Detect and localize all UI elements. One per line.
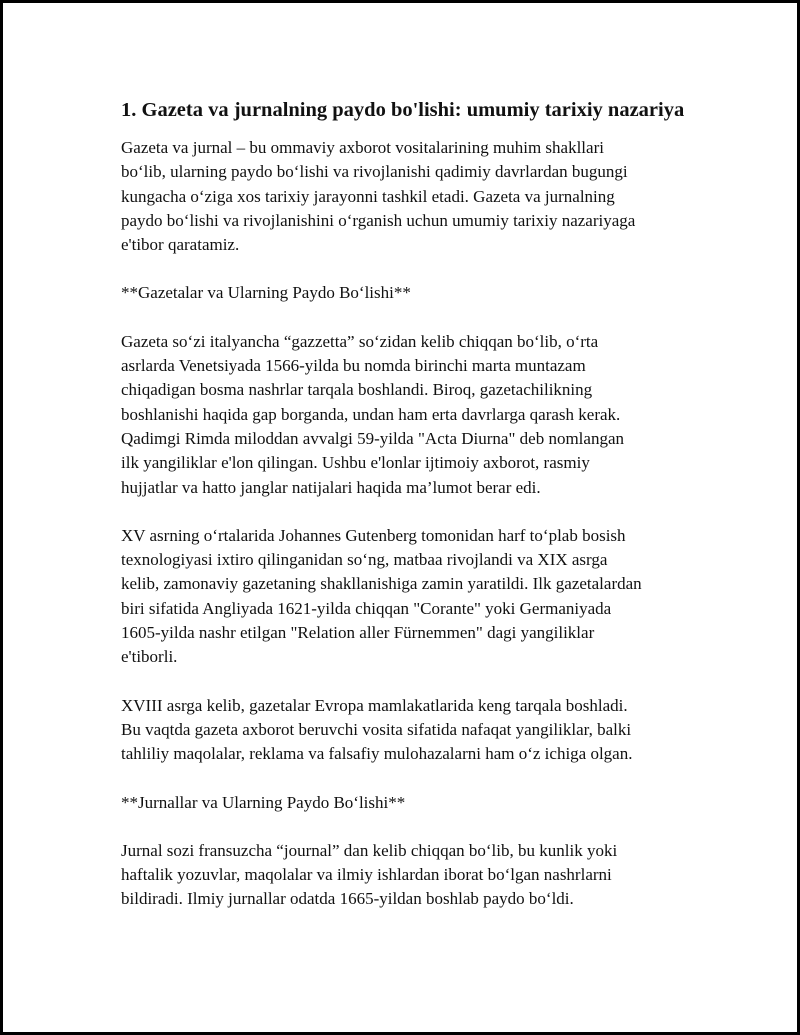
paragraph-gutenberg: XV asrning o‘rtalarida Johannes Gutenberg tomonidan harf to‘plab bosish texnologiyasi ixtiro qilinganidan so‘ng, matbaa rivojlandi va XIX asrga kelib, zamonaviy gazetaning shakllanishiga zamin yaratildi. Ilk gazetalardan biri sifatida Angliyada 1621-yilda chiqqan "Corante" yoki Germaniyada 1605-yilda nashr etilgan "Relation aller Fürnemmen" dagi yangiliklar e'tiborli.: [121, 525, 642, 667]
paragraph-gazeta-origin: Gazeta so‘zi italyancha “gazzetta” so‘zidan kelib chiqqan bo‘lib, o‘rta asrlarda Venetsiyada 1566-yilda bu nomda birinchi marta muntazam chiqadigan bosma nashrlar tarqala boshlandi. Biroq, gazetachilikning boshlanishi haqida gap borganda, undan ham erta davrlarga qarash kerak. Qadimgi Rimda miloddan avvalgi 59-yilda "Acta Diurna" deb nomlangan ilk yangiliklar e'lon qilingan. Ushbu e'lonlar ijtimoiy axborot, rasmiy hujjatlar va hatto janglar natijalari haqida ma’lumot berar edi.: [121, 331, 624, 497]
paragraph-jurnal-origin: Jurnal sozi fransuzcha “journal” dan kelib chiqqan bo‘lib, bu kunlik yoki haftalik yozuvlar, maqolalar va ilmiy ishlardan iborat bo‘lgan nashrlarni bildiradi. Ilmiy jurnallar odatda 1665-yildan boshlab paydo bo‘ldi.: [121, 840, 618, 909]
paragraph-intro: Gazeta va jurnal – bu ommaviy axborot vositalarining muhim shakllari bo‘lib, ularning paydo bo‘lishi va rivojlanishi qadimiy davrlardan bugungi kungacha o‘ziga xos tarixiy jarayonni tashkil etadi. Gazeta va jurnalning paydo bo‘lishi va rivojlanishini o‘rganish uchun umumiy tarixiy nazariyaga e'tibor qaratamiz.: [121, 138, 636, 255]
paragraph-xviii-century: XVIII asrga kelib, gazetalar Evropa mamlakatlarida keng tarqala boshladi. Bu vaqtda gazeta axborot beruvchi vosita sifatida nafaqat yangiliklar, balki tahliliy maqolalar, reklama va falsafiy mulohazalarni ham o‘z ichiga olgan.: [121, 695, 633, 764]
document-body: [121, 97, 711, 936]
section-heading-jurnallar: **Jurnallar va Ularning Paydo Bo‘lishi**: [121, 792, 406, 812]
document-title: 1. Gazeta va jurnalning paydo bo'lishi: umumiy tarixiy nazariya: [121, 99, 685, 121]
section-heading-gazetalar: **Gazetalar va Ularning Paydo Bo‘lishi**: [121, 283, 411, 303]
